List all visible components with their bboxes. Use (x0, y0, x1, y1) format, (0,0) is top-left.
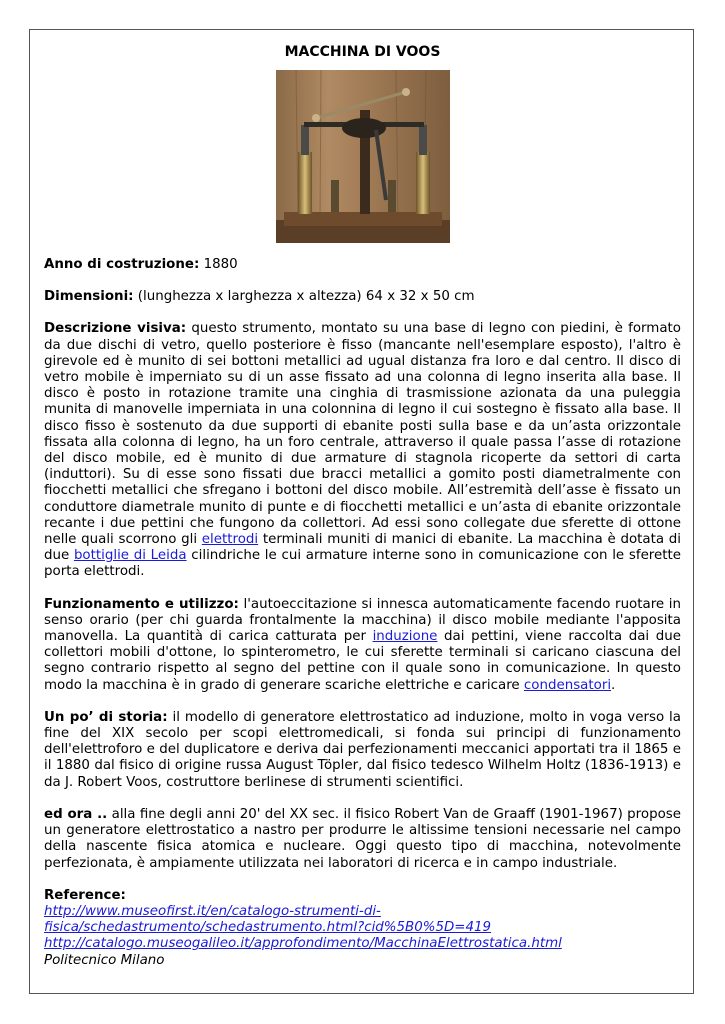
funzionamento-text-1: l'autoeccitazione si innesca automaticamente facendo ruotare in senso orario (per chi guarda frontalmente la macchina) il disco mobile mediante l'apposita manovella. La quantità di carica catturata per (44, 596, 681, 645)
bottiglie-di-leida-link[interactable]: bottiglie di Leida (73, 548, 187, 564)
condensatori-link[interactable]: condensatori (523, 677, 612, 693)
dimensioni-paragraph (44, 289, 681, 305)
elettrodi-link[interactable]: elettrodi (201, 532, 259, 548)
reference-label: Reference: (44, 887, 126, 903)
funzionamento-text-3: . (611, 677, 616, 693)
descrizione-paragraph (44, 321, 681, 580)
descrizione-text-3: cilindriche le cui armature interne sono in comunicazione con le sferette porta elettrodi. (44, 548, 681, 580)
descrizione-label: Descrizione visiva: (44, 321, 187, 337)
dimensioni-label: Dimensioni: (44, 289, 134, 305)
anno-value: 1880 (199, 257, 238, 272)
museofirst-link-line-2: fisica/schedastrumento/schedastrumento.html?cid%5B0%5D=419 (44, 920, 492, 936)
ed-ora-label: ed ora .. (44, 806, 108, 822)
dimensioni-value: (lunghezza x larghezza x altezza) 64 x 32 x 50 cm (133, 289, 475, 305)
storia-label: Un po’ di storia: (44, 709, 168, 725)
reference-section (44, 888, 681, 969)
reference-source: Politecnico Milano (44, 952, 165, 968)
machine-photo (276, 70, 450, 243)
ed-ora-text: alla fine degli anni 20' del XX sec. il fisico Robert Van de Graaff (1901-1967) propose un generatore elettrostatico a nastro per produrre le altissime tensioni necessarie nel campo della nascente fisica atomica e nucleare. Oggi questo tipo di macchina, notevolmente perfezionata, è ampiamente utilizzata nei laboratori di ricerca e in campo industriale. (44, 806, 681, 871)
document-title: MACCHINA DI VOOS (284, 44, 441, 60)
museogalileo-link[interactable]: http://catalogo.museogalileo.it/approfondimento/MacchinaElettrostatica.html (44, 936, 562, 952)
ed-ora-paragraph (44, 807, 681, 872)
document-body (44, 44, 681, 969)
funzionamento-label: Funzionamento e utilizzo: (44, 596, 239, 612)
anno-label: Anno di costruzione: (44, 257, 200, 272)
storia-paragraph (44, 710, 681, 791)
funzionamento-text-2: dai pettini, viene raccolta dai due collettori mobili d'ottone, lo spinterometro, le cui sferette terminali si caricano ciascuna del segno contrario rispetto al segno del pettine con il quale sono in comunicazione. In questo modo la macchina è in grado di generare scariche elettriche e caricare (44, 629, 681, 693)
descrizione-text-2: terminali muniti di manici di ebanite. La macchina è dotata di due (44, 532, 682, 564)
storia-text: il modello di generatore elettrostatico ad induzione, molto in voga verso la fine del XIX secolo per scopi elettromedicali, si fonda sui principi di funzionamento dell'elettroforo e del duplicatore e deriva dai perfezionamenti meccanici apportati tra il 1865 e il 1880 dal fisico di origine russa August Töpler, dal fisico tedesco Wilhelm Holtz (1836-1913) e da J. Robert Voos, costruttore berlinese di strumenti scientifici. (44, 709, 681, 790)
anno-paragraph (44, 257, 681, 273)
induzione-link[interactable]: induzione (372, 629, 438, 645)
museofirst-link-line-1: http://www.museofirst.it/en/catalogo-strumenti-di- (44, 903, 381, 919)
museofirst-link[interactable] (44, 904, 681, 936)
descrizione-text-1: questo strumento, montato su una base di legno con piedini, è formato da due dischi di vetro, quello posteriore è fisso (mancante nell'esemplare esposto), l'altro è girevole ed è munito di sei bottoni metallici ad ugual distanza fra loro e dal centro. Il disco di vetro mobile è imperniato su di un asse fissato ad una colonna di legno inserita alla base. Il disco è posto in rotazione tramite una cinghia di trasmissione azionata da una puleggia munita di manovelle imperniata in una colonnina di legno il cui sostegno è fissato alla base. Il disco fisso è sostenuto da due supporti di ebanite posti sulla base e da un’asta orizzontale fissata alla colonna di legno, ha un foro centrale, attraverso il quale passa l’asse di rotazione del disco mobile, ed è munito di due armature di stagnola ricoperte da settori di carta (induttori). Su di esse sono fissati due bracci metallici a gomito posti diametralmente con fiocchetti metallici che sfregano i bottoni del disco mobile. All’estremità dell’asse è fissato un conduttore diametrale munito di punte e di fiocchetti metallici e un’asta di ebanite orizzontale recante i due pettini che fungono da collettori. Ad essi sono collegate due sferette di ottone nelle quali scorrono gli (44, 321, 681, 548)
funzionamento-paragraph (44, 597, 681, 694)
